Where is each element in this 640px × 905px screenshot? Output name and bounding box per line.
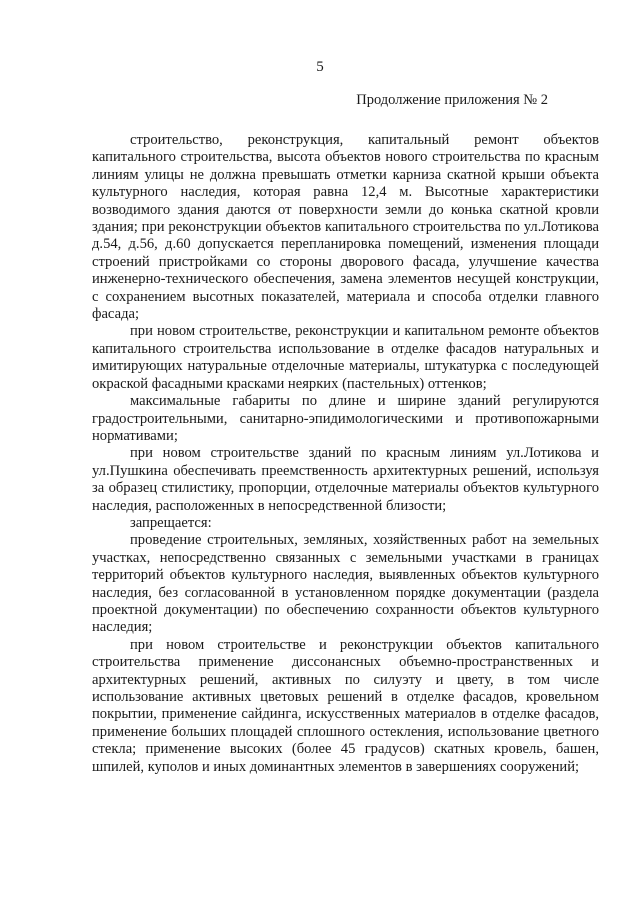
paragraph: при новом строительстве и реконструкции объектов капитального строительства применение диссонансных объемно-пространственных и архитектурных решений, активных по силуэту и цвету, в том числе использование активных цветовых решений в отделке фасадов, кровельном покрытии, применение сайдинга, искусственных материалов в отделке фасадов, применение больших площадей сплошного остекления, использование цветного стекла; применение высоких (более 45 градусов) скатных кровель, башен, шпилей, куполов и иных доминантных элементов в завершениях сооружений; — [92, 636, 599, 775]
paragraph: проведение строительных, земляных, хозяйственных работ на земельных участках, непосредственно связанных с земельными участками в границах территорий объектов культурного наследия, выявленных объектов культурного наследия, без согласованной в установленном порядке документации (раздела проектной документации) по обеспечению сохранности объектов культурного наследия; — [92, 532, 599, 636]
appendix-continuation-header: Продолжение приложения № 2 — [356, 92, 548, 108]
paragraph: максимальные габариты по длине и ширине зданий регулируются градостроительными, санитарно-эпидимологическими и противопожарными нормативами; — [92, 393, 599, 444]
document-body — [92, 132, 599, 776]
paragraph-prohibited-heading: запрещается: — [130, 514, 212, 531]
paragraph: при новом строительстве, реконструкции и капитальном ремонте объектов капитального строительства использование в отделке фасадов натуральных и имитирующих натуральные отделочные материалы, штукатурка с последующей окраской фасадными красками неярких (пастельных) оттенков; — [92, 323, 599, 392]
page-number: 5 — [316, 59, 324, 75]
paragraph: строительство, реконструкция, капитальный ремонт объектов капитального строительства, высота объектов нового строительства по красным линиям улицы не должна превышать отметки карниза скатной крыши объекта культурного наследия, которая равна 12,4 м. Высотные характеристики возводимого здания даются от поверхности земли до конька скатной кровли здания; при реконструкции объектов капитального строительства по ул.Лотикова д.54, д.56, д.60 допускается перепланировка помещений, изменения площади строений пристройками со стороны дворового фасада, улучшение качества инженерно-технического обеспечения, замена элементов несущей конструкции, с сохранением высотных показателей, материала и способа отделки главного фасада; — [92, 132, 599, 323]
paragraph: при новом строительстве зданий по красным линиям ул.Лотикова и ул.Пушкина обеспечивать преемственность архитектурных решений, используя за образец стилистику, пропорции, отделочные материалы объектов культурного наследия, расположенных в непосредственной близости; — [92, 445, 599, 514]
